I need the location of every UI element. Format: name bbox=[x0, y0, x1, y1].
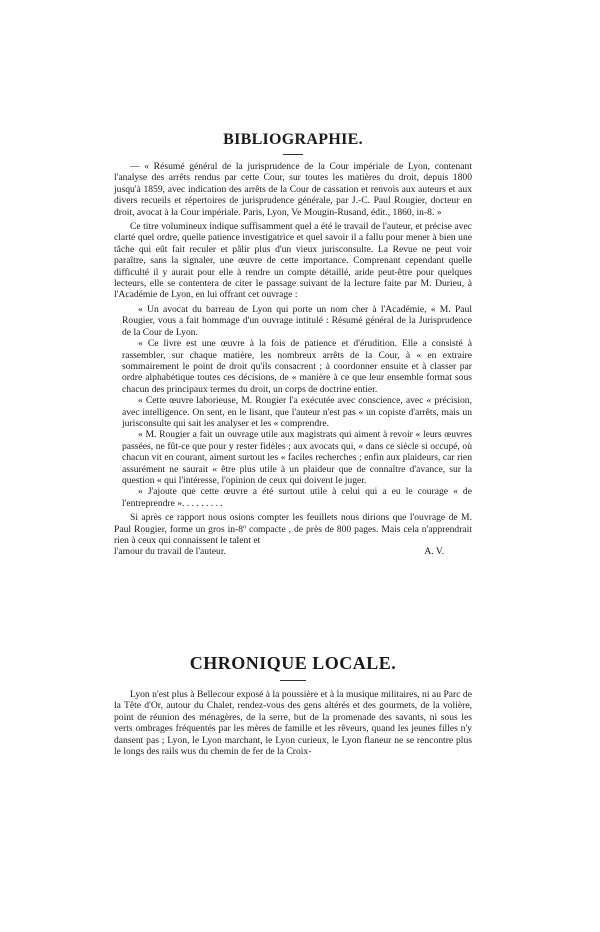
section-title-bibliographie: BIBLIOGRAPHIE. bbox=[223, 131, 363, 148]
quote-paragraph-3: « Cette œuvre laborieuse, M. Rougier l'a exécutée avec conscience, avec « précision, avec intelligence. On sent, en le lisant, que l'auteur n'est pas « un copiste d'arrêts, mais un jurisconsulte qui sait les analyser et les « comprendre. bbox=[122, 395, 472, 429]
academy-quote bbox=[114, 304, 472, 509]
quote-paragraph-1: « Un avocat du barreau de Lyon qui porte un nom cher à l'Académie, « M. Paul Rougier, vous a fait hommage d'un ouvrage intitulé : Résumé général de la Jurisprudence de la Cour de Lyon. bbox=[122, 303, 472, 338]
closing-last-line: l'amour du travail de l'auteur. bbox=[114, 546, 226, 558]
closing-paragraph: Si après ce rapport nous osions compter les feuillets nous dirions que l'ouvrage de M. Paul Rougier, forme un gros in-8º compacte , de près de 800 pages. Mais cela n'apprendrait rien à ceux qui connaissent le talent et bbox=[114, 512, 472, 546]
bibliographie-section bbox=[114, 131, 472, 558]
quote-paragraph-2: « Ce livre est une œuvre à la fois de patience et d'érudition. Elle a consisté à rassembler, sur chaque matière, les nombreux arrêts de la Cour, à « en extraire sommairement le point de droit qu'ils consacrent ; à coordonner ensuite et à classer par ordre alphabétique toutes ces décisions, de « manière à ce que leur ensemble format sous chacun des principaux termes du droit, un corps de doctrine entier. bbox=[122, 338, 472, 395]
closing-line bbox=[114, 546, 472, 557]
quote-paragraph-4: « M. Rougier a fait un ouvrage utile aux magistrats qui aiment à revoir « leurs œuvres passées, ne fût-ce que pour y rester fidèles ; aux avocats qui, « dans ce siècle si occupé, où chacun vit en courant, aiment surtout les « faciles recherches ; enfin aux plaideurs, car rien assurément ne saurait « être plus utile à un plaideur que de connaître d'avance, sur la question « qui l'intéresse, l'opinion de ceux qui doivent le juger. bbox=[122, 429, 472, 486]
review-paragraph: Ce titre volumineux indique suffisamment quel a été le travail de l'auteur, et précise avec clarté quel ordre, quelle patience investigatrice et quel savoir il a fallu pour mener à bien une tâche qui eût fait reculer et pâlir plus d'un vieux jurisconsulte. La Revue ne peut voir paraître, sans la signaler, une œuvre de cette importance. Comprenant cependant quelle difficulté il y aurait pour elle à rendre un compte détaillé, aride peut-être pour quelques lecteurs, elle se contentera de citer le passage suivant de la lecture faite par M. Durieu, à l'Académie de Lyon, en lui offrant cet ouvrage : bbox=[114, 221, 472, 301]
section-title-chronique: CHRONIQUE LOCALE. bbox=[189, 653, 397, 673]
chronique-paragraph: Lyon n'est plus à Bellecour exposé à la poussière et à la musique militaires, ni au Parc de la Tête d'Or, autour du Chalet, rendez-vous des gens altérés et des gourmets, de la volière, point de réunion des ménagères, de la serre, but de la promenade des savants, ni sous les verts ombrages fréquentés par les mères de famille et les rêveurs, quand les jeunes filles n'y dansent pas ; Lyon, le Lyon marchant, le Lyon curieux, le Lyon flaneur ne se rencontre plus le longs des rails wus du chemin de fer de la Croix- bbox=[114, 689, 472, 758]
title-rule bbox=[283, 154, 303, 155]
quote-paragraph-5: « J'ajoute que cette œuvre a été surtout utile à celui qui a eu le courage « de l'entreprendre ». . . . . . . . . bbox=[122, 486, 472, 509]
book-citation: — « Résumé général de la jurisprudence de la Cour impériale de Lyon, contenant l'analyse des arrêts rendus par cette Cour, sur toutes les matières du droit, depuis 1800 jusqu'à 1859, avec indication des arrêts de la Cour de cassation et renvois aux auteurs et aux divers recueils et répertoires de jurisprudence générale, par J.-C. Paul Rougier, docteur en droit, avocat à la Cour impériale. Paris, Lyon, Ve Mougin-Rusand, édit., 1860, in-8. » bbox=[114, 161, 472, 218]
chronique-section bbox=[114, 653, 472, 757]
chronique-rule bbox=[280, 680, 306, 681]
author-signature: A. V. bbox=[424, 546, 444, 558]
